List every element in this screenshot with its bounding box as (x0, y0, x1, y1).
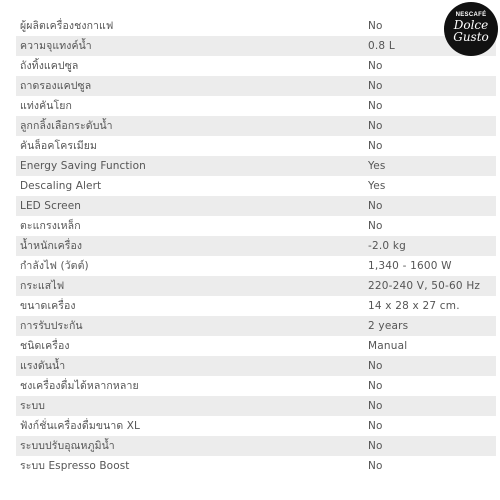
spec-label: แรงดันน้ำ (20, 360, 66, 372)
spec-label: แท่งคันโยก (20, 100, 72, 112)
spec-label: กระแสไฟ (20, 280, 65, 292)
spec-row (16, 16, 496, 36)
spec-row (16, 116, 496, 136)
spec-value: No (368, 360, 383, 372)
spec-row (16, 56, 496, 76)
spec-value: 2 years (368, 320, 409, 332)
spec-row (16, 136, 496, 156)
spec-row (16, 96, 496, 116)
spec-value: 0.8 L (368, 40, 395, 52)
spec-row (16, 76, 496, 96)
spec-value: No (368, 20, 383, 32)
spec-label: กำลังไฟ (วัตต์) (20, 260, 89, 272)
spec-label: ฟังก์ชั่นเครื่องดื่มขนาด XL (20, 420, 140, 432)
spec-label: ระบบ (20, 400, 46, 412)
spec-value: 220-240 V, 50-60 Hz (368, 280, 481, 292)
spec-value: No (368, 400, 383, 412)
spec-row (16, 216, 496, 236)
spec-label: คันล็อคโครเมียม (20, 140, 98, 152)
spec-value: No (368, 380, 383, 392)
spec-label: ระบบปรับอุณหภูมิน้ำ (20, 440, 115, 452)
spec-label: ผู้ผลิตเครื่องชงกาแฟ (20, 20, 114, 32)
spec-value: No (368, 200, 383, 212)
spec-row (16, 416, 496, 436)
spec-label: ลูกกลิ้งเลือกระดับน้ำ (20, 120, 113, 132)
spec-label: ความจุแทงค์น้ำ (20, 40, 92, 52)
spec-label: ถาดรองแคปซูล (20, 80, 92, 92)
spec-row (16, 296, 496, 316)
spec-value: 1,340 - 1600 W (368, 260, 452, 272)
spec-row (16, 336, 496, 356)
spec-row (16, 396, 496, 416)
spec-row (16, 176, 496, 196)
spec-label: น้ำหนักเครื่อง (20, 240, 83, 252)
spec-value: Yes (368, 180, 386, 192)
spec-label: ระบบ Espresso Boost (20, 460, 130, 472)
logo-line-nescafe: NESCAFÉ (455, 12, 487, 18)
spec-label: ตะแกรงเหล็ก (20, 220, 81, 232)
spec-row (16, 356, 496, 376)
spec-value: No (368, 460, 383, 472)
spec-row (16, 276, 496, 296)
spec-value: No (368, 140, 383, 152)
spec-row (16, 36, 496, 56)
spec-value: -2.0 kg (368, 240, 406, 252)
spec-label: ถังทิ้งแคปซูล (20, 60, 79, 72)
spec-value: No (368, 100, 383, 112)
spec-label: การรับประกัน (20, 320, 83, 332)
spec-row (16, 456, 496, 476)
spec-value: No (368, 220, 383, 232)
spec-row (16, 236, 496, 256)
spec-value: No (368, 420, 383, 432)
spec-table (16, 16, 496, 476)
spec-value: 14 x 28 x 27 cm. (368, 300, 460, 312)
spec-value: Manual (368, 340, 408, 352)
spec-label: Descaling Alert (20, 180, 102, 192)
spec-row (16, 376, 496, 396)
spec-value: No (368, 120, 383, 132)
spec-value: No (368, 440, 383, 452)
spec-value: No (368, 60, 383, 72)
spec-row (16, 436, 496, 456)
spec-label: LED Screen (20, 200, 82, 212)
nescafe-dolce-gusto-logo (444, 2, 498, 56)
logo-line-dolce: Dolce (453, 18, 489, 32)
spec-row (16, 316, 496, 336)
spec-label: Energy Saving Function (20, 160, 146, 172)
spec-row (16, 156, 496, 176)
logo-line-gusto: Gusto (453, 30, 489, 44)
spec-label: ขนาดเครื่อง (20, 300, 76, 312)
spec-label: ชงเครื่องดื่มได้หลากหลาย (20, 380, 139, 392)
spec-row (16, 196, 496, 216)
spec-value: Yes (368, 160, 386, 172)
spec-label: ชนิดเครื่อง (20, 340, 70, 352)
spec-value: No (368, 80, 383, 92)
spec-row (16, 256, 496, 276)
